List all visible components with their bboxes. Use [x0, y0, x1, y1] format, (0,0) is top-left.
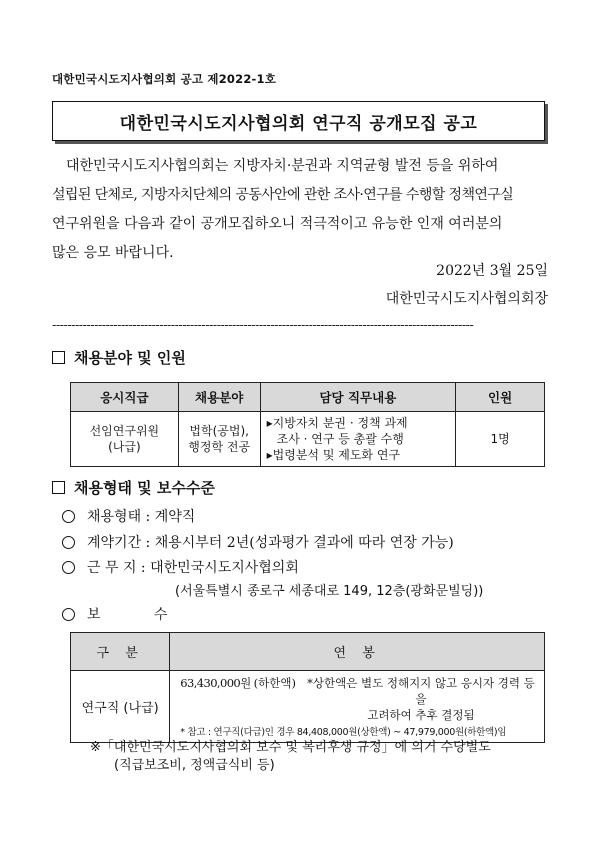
- page-title-text: 대한민국시도지사협의회 연구직 공개모집 공고: [119, 113, 478, 134]
- field-line: 법학(공법),: [189, 424, 249, 438]
- field-line: 행정학 전공: [188, 440, 251, 454]
- contract-period-text: 계약기간 : 채용시부터 2년(성과평가 결과에 따라 연장 가능): [87, 535, 454, 551]
- circle-bullet-icon: [62, 608, 75, 621]
- salary-main: [180, 675, 538, 723]
- section-heading-positions: [52, 347, 186, 368]
- workplace-address: (서울특별시 종로구 세종대로 149, 12층(광화문빌딩)): [175, 584, 484, 599]
- footnote-line: ※「대한민국시도지사협의회 보수 및 복리후생 규정」에 의거 수당별도: [90, 740, 491, 755]
- upper-note-line: *상한액은 별도 정해지지 않고 응시자 경력 등을: [307, 676, 535, 706]
- grade-line: 선임연구위원: [89, 424, 160, 438]
- intro-line: 설립된 단체로, 지방자치단체의 공동사안에 관한 조사·연구를 수행할 정책연구실: [52, 187, 514, 203]
- table-row: [71, 671, 545, 743]
- duty-line: 조사 · 연구 등 총괄 수행: [276, 432, 404, 446]
- intro-line: 많은 응모 바랍니다.: [52, 245, 174, 261]
- header-duty: 담당 직무내용: [260, 383, 456, 412]
- square-bullet-icon: [52, 481, 65, 494]
- cell-duty: [260, 412, 456, 467]
- section-heading-text: 채용분야 및 인원: [74, 349, 186, 367]
- salary-table: [70, 632, 545, 743]
- dashed-divider: --------------------------------------------------------------------------------------------------------------: [52, 318, 474, 332]
- workplace-text: 근 무 지 : 대한민국시도지사협의회: [87, 560, 299, 576]
- duty-line: ▸법령분석 및 제도화 연구: [266, 448, 400, 462]
- salary-label: 보 수: [87, 607, 178, 623]
- footnote-line: (직급보조비, 정액급식비 등): [114, 758, 275, 773]
- cell-class: 연구직 (나급): [71, 671, 170, 743]
- cell-salary: [170, 671, 545, 743]
- cell-field: [178, 412, 260, 467]
- upper-note-line: 고려하여 추후 결정됨: [367, 708, 475, 722]
- contract-period-item: [62, 532, 454, 552]
- employment-type-item: [62, 506, 195, 526]
- announcement-date: 2022년 3월 25일: [436, 263, 548, 279]
- employment-type-text: 채용형태 : 계약직: [87, 509, 196, 525]
- page-title: [52, 101, 545, 141]
- header-class: 구 분: [71, 633, 170, 671]
- positions-table: [70, 382, 545, 467]
- table-header-row: [71, 383, 545, 412]
- header-grade: 응시직급: [71, 383, 179, 412]
- grade-line: (나급): [108, 440, 141, 454]
- salary-amount: 63,430,000원: [180, 676, 251, 690]
- table-row: [71, 412, 545, 467]
- header-field: 채용분야: [178, 383, 260, 412]
- section-heading-employment: [52, 477, 215, 498]
- cell-grade: [71, 412, 179, 467]
- header-count: 인원: [456, 383, 545, 412]
- circle-bullet-icon: [62, 536, 75, 549]
- intro-line: 대한민국시도지사협의회는 지방자치·분권과 지역균형 발전 등을 위하여: [66, 158, 499, 174]
- cell-count: 1명: [456, 412, 545, 467]
- salary-amount-note: (하한액): [253, 676, 296, 690]
- intro-paragraph: [52, 152, 548, 268]
- intro-line: 연구위원을 다음과 같이 공개모집하오니 적극적이고 유능한 인재 여러분의: [52, 216, 503, 232]
- salary-upper-note: [304, 675, 538, 723]
- header-salary: 연 봉: [170, 633, 545, 671]
- square-bullet-icon: [52, 351, 65, 364]
- section-heading-text: 채용형태 및 보수수준: [74, 479, 215, 497]
- circle-bullet-icon: [62, 561, 75, 574]
- workplace-item: [62, 557, 299, 577]
- table-header-row: [71, 633, 545, 671]
- salary-reference: * 참고 : 연구직(다급)인 경우 84,408,000원(상한액) ~ 47,979,000원(하한액)임: [180, 727, 507, 738]
- announcement-number: 대한민국시도지사협의회 공고 제2022-1호: [52, 72, 277, 86]
- circle-bullet-icon: [62, 510, 75, 523]
- duty-line: ▸지방자치 분권 · 정책 과제: [266, 416, 408, 430]
- signer: 대한민국시도지사협의회장: [385, 291, 548, 307]
- salary-item: [62, 604, 177, 624]
